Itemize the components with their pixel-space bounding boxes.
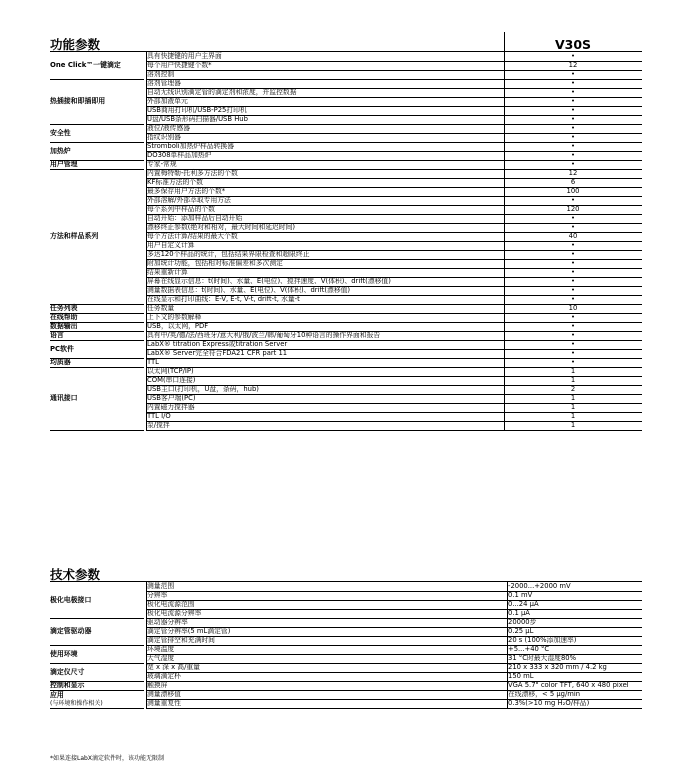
parameter-value: 在线漂移，< 5 μg/min <box>508 690 581 698</box>
feature-value: • <box>570 268 575 276</box>
feature-value: • <box>570 241 575 249</box>
category-label <box>50 691 144 708</box>
feature-label: 结果重新计算 <box>147 268 188 276</box>
category-label: 均质器 <box>50 358 71 366</box>
feature-label: 在线显示和打印曲线：E-V, E-t, V-t, drift-t, 水量-t <box>147 295 300 303</box>
feature-label: 自动无线识别滴定管的滴定剂和浓度，并监控数据 <box>147 88 297 96</box>
feature-value: • <box>570 277 575 285</box>
parameter-label: 分辨率 <box>147 591 168 599</box>
feature-label: 专家-常规 <box>147 160 177 168</box>
feature-label: 外部溶解/外部萃取专用方法 <box>147 196 231 204</box>
feature-value: • <box>570 79 575 87</box>
category-label: 通讯接口 <box>50 394 78 402</box>
parameter-label: 滴定管分辨率(5 mL滴定管) <box>147 627 231 635</box>
category-name: 滴定管驱动器 <box>50 627 92 635</box>
feature-label: 内置磁力搅拌器 <box>147 403 195 411</box>
feature-label: COM(串口连接) <box>147 376 196 384</box>
category-label <box>50 668 144 677</box>
feature-value: 1 <box>570 394 576 402</box>
feature-value: • <box>570 106 575 114</box>
parameter-label: 触摸屏 <box>147 681 168 689</box>
feature-value: • <box>570 97 575 105</box>
feature-value: 40 <box>568 232 578 240</box>
parameter-label: 玻璃滴定杯 <box>147 672 181 680</box>
feature-value: • <box>570 313 575 321</box>
feature-value: • <box>570 223 575 231</box>
feature-label: 每个用户快捷键个数* <box>147 61 212 69</box>
category-name: 滴定仪尺寸 <box>50 667 85 676</box>
feature-label: 漂移终止参数(绝对和相对，最大时间和延迟时间) <box>147 223 296 231</box>
parameter-value: 150 mL <box>508 672 534 680</box>
feature-value: • <box>570 124 575 132</box>
parameter-value: +5...+40 °C <box>508 645 550 653</box>
parameter-value: -2000...+2000 mV <box>508 582 571 590</box>
category-note: (与环境和操作相关) <box>50 699 103 707</box>
feature-value: 1 <box>570 367 576 375</box>
column-divider <box>146 582 147 708</box>
feature-label: 任务数量 <box>147 304 175 312</box>
parameter-label: 测量漂移值 <box>147 690 181 698</box>
feature-label: 内置梅特勒-托利多方法的个数 <box>147 169 238 177</box>
feature-value: 12 <box>568 61 578 69</box>
parameter-label: 宽 x 深 x 高/重量 <box>147 663 200 671</box>
feature-value: • <box>570 214 575 222</box>
feature-value: • <box>570 160 575 168</box>
feature-label: USB商用打印机/USB-P25打印机 <box>147 106 247 114</box>
feature-label: USB，以太网，PDF <box>147 322 209 330</box>
parameter-value: 0.1 mV <box>508 591 533 599</box>
feature-label: 附加统计功能，包括相对标准偏差和多次测定 <box>147 259 283 267</box>
category-rule <box>50 663 144 664</box>
feature-label: 具有中/英/德/法/西班牙/意大利/俄/波兰/韩/葡萄牙10种语言的操作界面和报告 <box>147 331 381 339</box>
feature-value: • <box>570 331 575 339</box>
feature-label: TTL <box>147 358 159 366</box>
category-rule <box>50 124 144 125</box>
parameter-value: VGA 5.7" color TFT, 640 x 480 pixel <box>508 681 629 689</box>
category-label: 安全性 <box>50 128 71 137</box>
feature-value: • <box>570 349 575 357</box>
feature-value: 2 <box>570 385 576 393</box>
feature-value: 100 <box>566 187 580 195</box>
category-rule <box>50 618 144 619</box>
feature-value: • <box>570 52 575 60</box>
feature-value: • <box>570 250 575 258</box>
feature-label: 屏幕在线显示信息：t(时间)、水量、E(电位)、搅拌速度、V(体积)、drift(漂移值) <box>147 277 391 285</box>
category-rule <box>50 645 144 646</box>
feature-label: U盘/USB条形码扫描器/USB Hub <box>147 115 248 123</box>
feature-label: 用户自定义计算 <box>147 241 195 249</box>
parameter-label: 滴定管排空和充满时间 <box>147 636 215 644</box>
parameter-label: 测量范围 <box>147 582 175 590</box>
category-label: 数据输出 <box>50 322 78 330</box>
footnote: *如果连接LabX滴定软件时，该功能无限制 <box>50 755 164 762</box>
feature-label: LabX® titration Express或titration Server <box>147 340 288 348</box>
feature-label: 每个系列中样品的个数 <box>147 205 215 213</box>
parameter-value: 20000步 <box>508 618 537 626</box>
category-label: 热插接和即插即用 <box>50 97 106 105</box>
feature-value: • <box>570 142 575 150</box>
parameter-value: 210 x 333 x 320 mm / 4.2 kg <box>508 663 607 671</box>
parameter-value: 0.1 μA <box>508 609 530 617</box>
feature-label: KF标准方法的个数 <box>147 178 203 186</box>
parameter-value: 0.25 μL <box>508 627 534 635</box>
feature-label: 泵/搅拌 <box>147 421 170 429</box>
category-label: PC软件 <box>50 344 74 353</box>
category-label: 任务列表 <box>50 304 78 312</box>
feature-value: 10 <box>568 304 578 312</box>
feature-value: • <box>570 88 575 96</box>
parameter-value: 31 °C时最大湿度80% <box>508 654 577 662</box>
feature-label: 溶剂控制 <box>147 70 175 78</box>
feature-value: • <box>570 115 575 123</box>
category-label: 语言 <box>50 331 64 339</box>
feature-label: 每个方法计算/结果的最大个数 <box>147 232 238 240</box>
category-name: 控制和显示 <box>50 681 85 689</box>
feature-label: 自动开始：添加样品后自动开始 <box>147 214 243 222</box>
feature-value: • <box>570 322 575 330</box>
feature-value: • <box>570 286 575 294</box>
category-rule <box>50 169 144 170</box>
feature-label: 多达120个样品的统计，包括结果界限检查和超限终止 <box>147 250 310 258</box>
feature-label: USB客户端(PC) <box>147 394 196 402</box>
feature-label: 液位/液传感器 <box>147 124 191 132</box>
category-name: 极化电极接口 <box>50 595 92 604</box>
feature-label: 上下文的参数解释 <box>147 313 202 321</box>
feature-label: DO308单样品加热炉 <box>147 151 212 159</box>
parameter-label: 极化电流源范围 <box>147 600 195 608</box>
category-rule <box>50 79 144 80</box>
technical-title: 技术参数 <box>50 567 101 582</box>
feature-value: 1 <box>570 403 576 411</box>
feature-value: • <box>570 259 575 267</box>
category-rule <box>50 708 144 709</box>
parameter-value: 0.3%(>10 mg H₂O/样品) <box>508 699 590 707</box>
feature-value: 120 <box>566 205 580 213</box>
feature-label: 最多保存用户方法的个数* <box>147 187 226 195</box>
category-label: 加热炉 <box>50 146 71 155</box>
category-label <box>50 627 144 636</box>
functional-title: 功能参数 <box>50 37 101 52</box>
parameter-label: 测量重复性 <box>147 699 181 707</box>
column-divider <box>504 32 505 430</box>
spec-row <box>146 699 642 709</box>
feature-value: 12 <box>568 169 578 177</box>
feature-label: TTL I/O <box>147 412 171 420</box>
parameter-value: 0...24 μA <box>508 600 539 608</box>
feature-value: • <box>570 340 575 348</box>
feature-label: 溶剂管理器 <box>147 79 181 87</box>
category-rule <box>50 340 144 341</box>
feature-value: 1 <box>570 376 576 384</box>
parameter-label: 环境温度 <box>147 645 175 653</box>
category-rule <box>50 367 144 368</box>
category-rule <box>50 142 144 143</box>
feature-value: • <box>570 295 575 303</box>
parameter-label: 极化电流源分辨率 <box>147 609 202 617</box>
feature-label: Stromboli加热炉样品转换器 <box>147 142 235 150</box>
product-name: V30S <box>554 37 592 52</box>
feature-value: • <box>570 358 575 366</box>
feature-value: • <box>570 133 575 141</box>
category-label: 方法和样品系列 <box>50 232 99 240</box>
feature-label: 具有快捷键的用户主界面 <box>147 52 222 60</box>
feature-value: • <box>570 70 575 78</box>
category-name: 使用环境 <box>50 649 78 658</box>
column-divider <box>507 582 508 708</box>
column-divider <box>146 52 147 430</box>
category-label <box>50 596 144 605</box>
feature-label: 指纹识别器 <box>147 133 181 141</box>
feature-label: 以太网(TCP/IP) <box>147 367 194 375</box>
feature-label: USB主口(打印机，U盘，条码，hub) <box>147 385 259 393</box>
feature-value: 1 <box>570 412 576 420</box>
category-label: 用户管理 <box>50 160 78 168</box>
parameter-label: 大气湿度 <box>147 654 175 662</box>
category-name: 应用 <box>50 690 64 699</box>
feature-label: LabX® Server完全符合FDA21 CFR part 11 <box>147 349 288 357</box>
category-rule <box>50 430 144 431</box>
feature-label: 外部加液单元 <box>147 97 188 105</box>
feature-value: • <box>570 151 575 159</box>
spec-row <box>146 421 642 431</box>
parameter-value: 20 s (100%添加速率) <box>508 636 577 644</box>
parameter-label: 驱动器分辨率 <box>147 618 188 626</box>
category-label <box>50 650 144 659</box>
feature-value: • <box>570 196 575 204</box>
feature-label: 测量数据表信息：t(时间)、水量、E(电位)、V(体积)、drift(漂移值) <box>147 286 351 294</box>
feature-value: 1 <box>570 421 576 429</box>
category-label: One Click™一键滴定 <box>50 61 121 69</box>
category-label: 在线帮助 <box>50 313 78 321</box>
feature-value: 6 <box>570 178 576 186</box>
